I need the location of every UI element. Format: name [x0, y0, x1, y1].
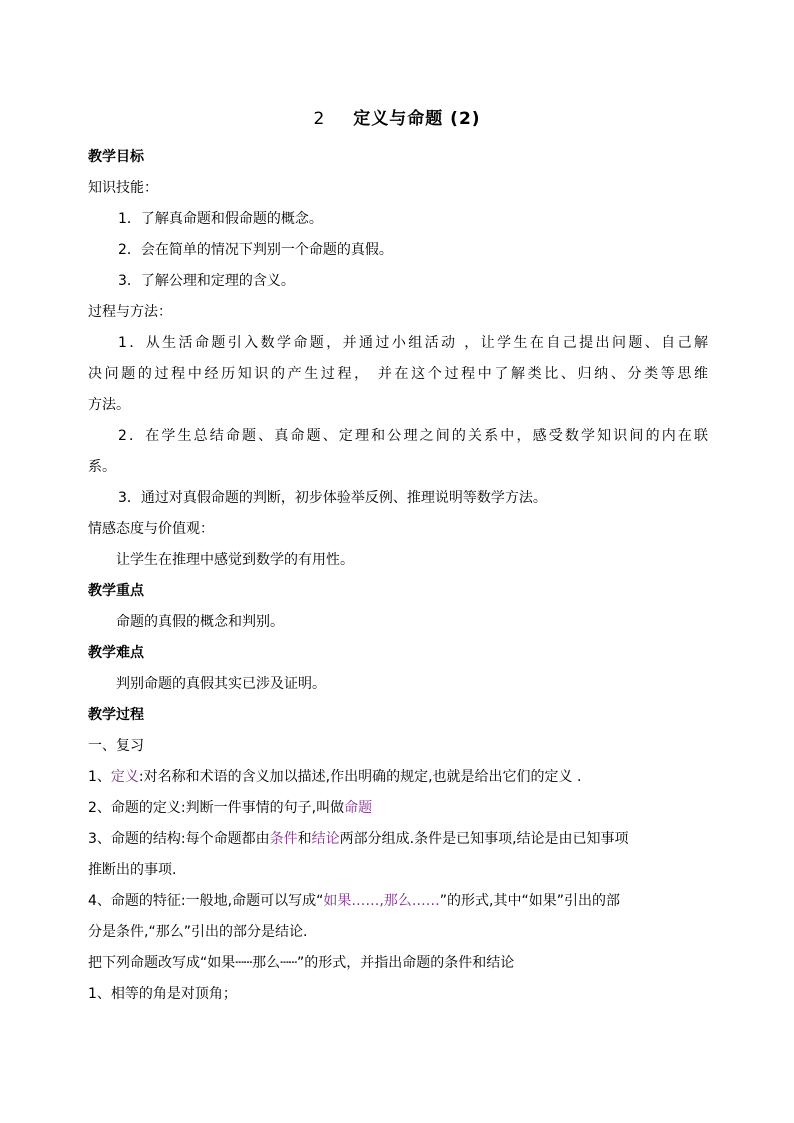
- process-item-2-line: 系。: [88, 459, 116, 475]
- goals-heading: 教学目标: [88, 149, 144, 165]
- term-definition: 定义: [110, 769, 139, 785]
- emotion-text: 让学生在推理中感觉到数学的有用性。: [116, 552, 354, 568]
- knowledge-item: 2．会在简单的情况下判别一个命题的真假。: [118, 242, 393, 258]
- title-text: 定义与命题 (2): [353, 109, 481, 129]
- page-title: [0, 104, 794, 129]
- process-heading: 教学过程: [88, 707, 144, 723]
- review-item-1: [88, 762, 708, 793]
- process-label: 过程与方法：: [88, 304, 172, 320]
- review-item-3-rest: 两部分组成.条件是已知事项,结论是由已知事项: [339, 831, 629, 847]
- difficulty-text: 判别命题的真假其实已涉及证明。: [116, 676, 326, 692]
- document-body: [88, 142, 708, 1010]
- knowledge-item: 3．了解公理和定理的含义。: [118, 273, 295, 289]
- review-item-3-text: 3、命题的结构:每个命题都由: [88, 831, 270, 847]
- title-number: 2: [313, 109, 326, 129]
- review-item-2: [88, 793, 708, 824]
- process-item-1-line: 1．从生活命题引入数学命题，并通过小组活动 ，让学生在自己提出问题、自己解: [118, 335, 708, 351]
- process-item-1-line: 方法。: [88, 397, 130, 413]
- review-item-4-line-2: 分是条件,“那么”引出的部分是结论.: [88, 924, 308, 940]
- key-point-text: 命题的真假的概念和判别。: [116, 614, 284, 630]
- review-item-4: [88, 886, 708, 917]
- review-item-4-rest: ”的形式,其中“如果”引出的部: [439, 893, 620, 909]
- process-item-2-line: 2．在学生总结命题、真命题、定理和公理之间的关系中，感受数学知识间的内在联: [118, 428, 708, 444]
- knowledge-item: 1．了解真命题和假命题的概念。: [118, 211, 323, 227]
- process-item-3: 3．通过对真假命题的判断，初步体验举反例、推理说明等数学方法。: [118, 490, 547, 506]
- review-item-4-text: 4、命题的特征:一般地,命题可以写成“: [88, 893, 324, 909]
- term-conclusion: 结论: [311, 831, 340, 847]
- process-item-1-line: 决问题的过程中经历知识的产生过程， 并在这个过程中了解类比、归纳、分类等思维: [88, 366, 708, 382]
- term-proposition: 命题: [344, 800, 373, 816]
- review-item-3: [88, 824, 708, 855]
- key-point-heading: 教学重点: [88, 583, 144, 599]
- review-item-1-text: :对名称和术语的含义加以描述,作出明确的规定,也就是给出它们的定义 .: [138, 769, 582, 785]
- review-item-1-prefix: 1、: [88, 769, 111, 785]
- review-item-3-and: 和: [297, 831, 312, 847]
- term-if-then: 如果……,那么……: [323, 893, 440, 909]
- exercise-instruction: 把下列命题改写成“如果┄┄那么┄┄”的形式，并指出命题的条件和结论: [88, 955, 515, 971]
- difficulty-heading: 教学难点: [88, 645, 144, 661]
- review-heading: 一、复习: [88, 738, 144, 754]
- emotion-label: 情感态度与价值观：: [88, 521, 214, 537]
- review-item-3-line-2: 推断出的事项.: [88, 862, 177, 878]
- term-condition: 条件: [269, 831, 298, 847]
- review-item-2-text: 2、命题的定义:判断一件事情的句子,叫做: [88, 800, 345, 816]
- exercise-question-1: 1、相等的角是对顶角；: [88, 986, 237, 1002]
- knowledge-label: 知识技能：: [88, 180, 158, 196]
